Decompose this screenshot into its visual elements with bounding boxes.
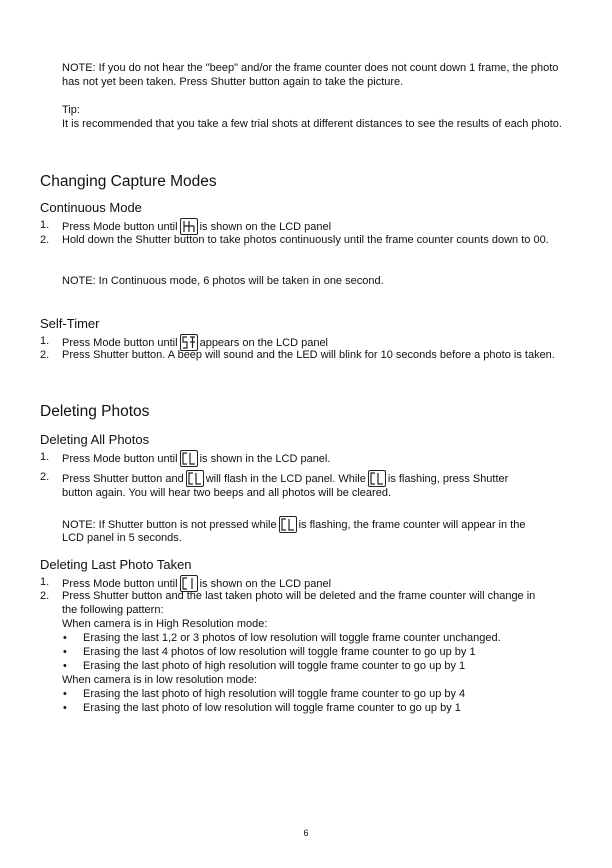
section-heading-deleting: Deleting Photos	[40, 403, 150, 420]
list-number: 1.	[40, 576, 50, 588]
lcd-clear-all-icon	[180, 450, 198, 467]
low-resolution-label: When camera is in low resolution mode:	[62, 674, 258, 686]
page-number: 6	[303, 828, 309, 838]
delete-all-step-1	[62, 450, 572, 467]
bullet: •	[63, 632, 67, 644]
subheading-self-timer: Self-Timer	[40, 316, 100, 331]
step-text: is shown in the LCD panel.	[199, 453, 331, 465]
delete-all-step-2	[62, 470, 572, 487]
list-number: 2.	[40, 471, 50, 483]
subheading-delete-all: Deleting All Photos	[40, 432, 150, 447]
step-text: Press Mode button until	[62, 578, 178, 590]
delete-all-step-2-cont: button again. You will hear two beeps and all photos will be cleared.	[62, 487, 392, 499]
bullet: •	[63, 660, 67, 672]
step-text: will flash in the LCD panel. While	[205, 473, 366, 485]
step-text: Press Mode button until	[62, 221, 178, 233]
list-number: 1.	[40, 219, 50, 231]
note-text: NOTE: If Shutter button is not pressed while	[62, 519, 277, 531]
bullet: •	[63, 688, 67, 700]
bullet: •	[63, 702, 67, 714]
delete-all-note-cont: LCD panel in 5 seconds.	[62, 532, 182, 544]
step-text: Press Mode button until	[62, 453, 178, 465]
list-number: 1.	[40, 451, 50, 463]
intro-note: NOTE: If you do not hear the "beep" and/or the frame counter does not count down 1 frame, the photo has not yet been taken. Press Shutter button again to take the picture.	[62, 62, 559, 88]
lcd-clear-all-icon	[186, 470, 204, 487]
step-text: is shown on the LCD panel	[199, 221, 332, 233]
list-number: 2.	[40, 234, 50, 246]
list-item: Erasing the last 4 photos of low resolution will toggle frame counter to go up by 1	[83, 646, 476, 658]
step-text: Press Mode button until	[62, 337, 178, 349]
continuous-step-2: Hold down the Shutter button to take photos continuously until the frame counter counts down to 00.	[62, 234, 549, 246]
list-item: Erasing the last photo of high resolution will toggle frame counter to go up by 1	[83, 660, 466, 672]
list-number: 2.	[40, 349, 50, 361]
subheading-continuous: Continuous Mode	[40, 200, 142, 215]
step-text: appears on the LCD panel	[199, 337, 329, 349]
list-item: Erasing the last photo of low resolution will toggle frame counter to go up by 1	[83, 702, 461, 714]
tip-text: It is recommended that you take a few trial shots at different distances to see the results of each photo.	[62, 118, 562, 130]
high-resolution-label: When camera is in High Resolution mode:	[62, 618, 268, 630]
step-text: Press Shutter button and	[62, 473, 184, 485]
lcd-clear-all-icon	[368, 470, 386, 487]
delete-last-step-2-cont: the following pattern:	[62, 604, 164, 616]
list-item: Erasing the last 1,2 or 3 photos of low resolution will toggle frame counter unchanged.	[83, 632, 501, 644]
list-item: Erasing the last photo of high resolution will toggle frame counter to go up by 4	[83, 688, 466, 700]
section-heading-capture: Changing Capture Modes	[40, 173, 217, 190]
continuous-note: NOTE: In Continuous mode, 6 photos will be taken in one second.	[62, 275, 384, 287]
bullet: •	[63, 646, 67, 658]
list-number: 2.	[40, 590, 50, 602]
tip-label: Tip:	[62, 104, 80, 116]
delete-last-step-2: Press Shutter button and the last taken photo will be deleted and the frame counter will change in	[62, 590, 536, 602]
note-text: is flashing, the frame counter will appear in the	[298, 519, 526, 531]
list-number: 1.	[40, 335, 50, 347]
step-text: is shown on the LCD panel	[199, 578, 332, 590]
step-text: is flashing, press Shutter	[387, 473, 509, 485]
subheading-delete-last: Deleting Last Photo Taken	[40, 557, 192, 572]
self-timer-step-2: Press Shutter button. A beep will sound and the LED will blink for 10 seconds before a photo is taken.	[62, 349, 555, 361]
